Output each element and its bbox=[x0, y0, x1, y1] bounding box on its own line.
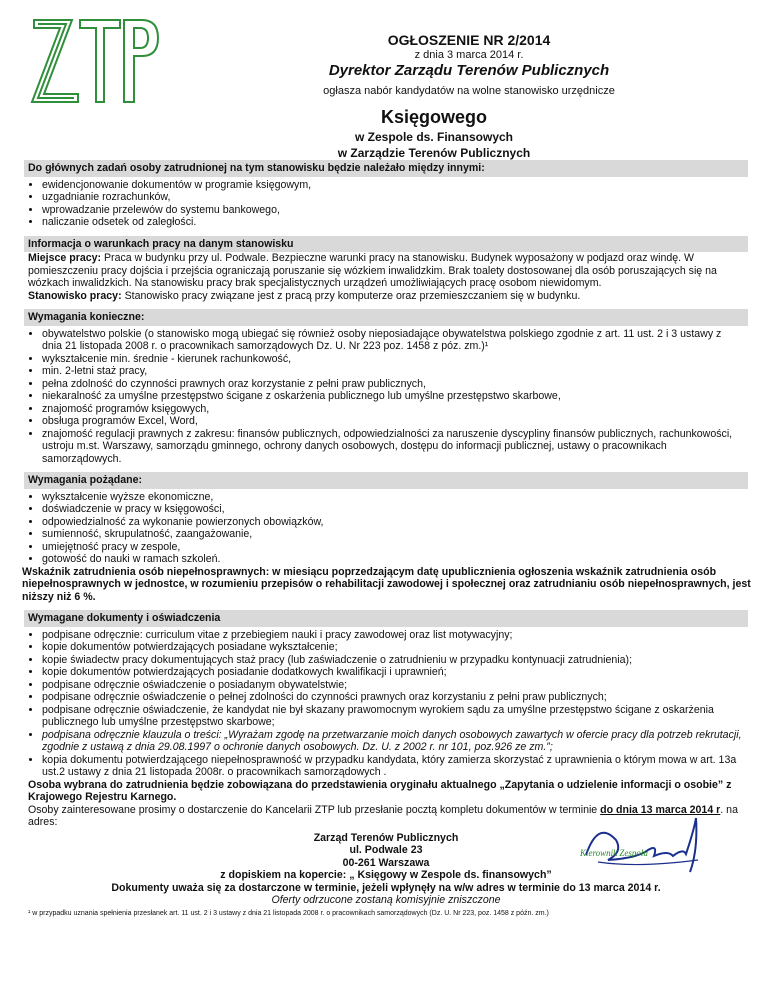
list-item: • wykształcenie min. średnie - kierunek rachunkowość, bbox=[42, 353, 744, 366]
disability-note: Wskaźnik zatrudnienia osób niepełnosprawnych: w miesiącu poprzedzającym datę upublicznienia ogłoszenia wskaźnik zatrudnienia osób niepełnosprawnych w jednostce, w rozumieniu przepisów o rehabilitacji zawodowej i społecznej oraz zatrudnianiu osób niepełnosprawnych, jest niższy niż 6 %. bbox=[22, 565, 751, 603]
conditions-section bbox=[28, 236, 744, 303]
list-item: • znajomość programów księgowych, bbox=[42, 403, 744, 416]
list-item: • naliczanie odsetek od zaległości. bbox=[42, 216, 744, 229]
organization-name: Dyrektor Zarządu Terenów Publicznych bbox=[328, 62, 610, 79]
list-item: • znajomość regulacji prawnych z zakresu: finansów publicznych, odpowiedzialności za naruszenie dyscypliny finansów publicznych, rachunkowości, ustroju m.st. Warszawy, samorządu gminnego, ochrony danych osobowych, dostępu do informacji publicznej, ustawy o pracownikach samorządowych. bbox=[42, 428, 744, 466]
submission-text: Osoby zainteresowane prosimy o dostarczenie do Kancelarii ZTP lub przesłanie pocztą kompletu dokumentów w terminie bbox=[28, 803, 598, 816]
workplace-paragraph bbox=[28, 252, 744, 290]
list-item: • podpisane odręcznie oświadczenie, że kandydat nie był skazany prawomocnym wyrokiem sądu za umyślne przestępstwo ścigane z oskarżenia publicznego lub umyślne przestępstwo skarbowe; bbox=[42, 704, 744, 729]
signature-image bbox=[578, 810, 708, 880]
required-section bbox=[28, 309, 744, 465]
workplace-text: Praca w budynku przy ul. Podwale. Bezpieczne warunki pracy na stanowisku. Budynek wyposażony w podjazd oraz windę. W pomieszczeniu pracy dojścia i przejścia ograniczają poruszanie się wózkiem inwalidzkim. Brak toalety dostosowanej dla osób poruszających się na wózkach inwalidzkich. Na stanowisku pracy brak specjalistycznych urządzeń umożliwiających pracę osobom niewidomym. bbox=[28, 252, 717, 289]
list-item: • wprowadzanie przelewów do systemu bankowego, bbox=[42, 204, 744, 217]
footnote: ¹ w przypadku uznania spełnienia przesłanek art. 11 ust. 2 i 3 ustawy z dnia 21 listopada 2008 r. o pracownikach samorządowych (Dz. U. Nr 223, poz. 1458 z późn. zm.) bbox=[28, 909, 549, 917]
list-item: • wykształcenie wyższe ekonomiczne, bbox=[42, 491, 744, 504]
list-item: • niekaralność za umyślne przestępstwo ścigane z oskarżenia publicznego lub umyślne przestępstwo skarbowe, bbox=[42, 390, 744, 403]
list-item: • gotowość do nauki w ramach szkoleń. bbox=[42, 553, 744, 566]
announcement-title: OGŁOSZENIE NR 2/2014 bbox=[387, 32, 551, 48]
workplace-label: Miejsce pracy: bbox=[28, 252, 102, 264]
list-item: • kopie świadectw pracy dokumentujących staż pracy (lub zaświadczenie o zatrudnieniu w przypadku kontynuacji zatrudnienia); bbox=[42, 654, 744, 667]
obligation-note: Osoba wybrana do zatrudnienia będzie zobowiązana do przedstawienia oryginału aktualnego „Zapytania o udzielenie informacji o osobie” z Krajowego Rejestru Karnego. bbox=[28, 778, 732, 803]
address-name: Zarząd Terenów Publicznych bbox=[313, 831, 459, 844]
desired-list bbox=[28, 491, 744, 566]
conditions-heading: Informacja o warunkach pracy na danym stanowisku bbox=[24, 236, 748, 253]
list-item: • kopie dokumentów potwierdzających posiadane wykształcenie; bbox=[42, 641, 744, 654]
address-street: ul. Podwale 23 bbox=[349, 844, 423, 856]
desired-heading: Wymagania pożądane: bbox=[24, 472, 748, 489]
announcement-date: z dnia 3 marca 2014 r. bbox=[414, 49, 524, 61]
list-item: • min. 2-letni staż pracy, bbox=[42, 365, 744, 378]
logo-text: ZTP bbox=[95, 76, 97, 77]
list-item: • obsługa programów Excel, Word, bbox=[42, 415, 744, 428]
list-item: • kopia dokumentu potwierdzającego niepełnosprawność w przypadku kandydata, który zamierza skorzystać z uprawnienia o którym mowa w art. 13a ust.2 ustawy z dnia 21 listopada 2008r. o pracownikach samorządowych . bbox=[42, 754, 744, 779]
submission-deadline: do dnia 13 marca 2014 r bbox=[600, 803, 721, 816]
list-item: • odpowiedzialność za wykonanie powierzonych obowiązków, bbox=[42, 516, 744, 529]
post-label: Stanowisko pracy: bbox=[28, 289, 122, 302]
required-heading: Wymagania konieczne: bbox=[24, 309, 748, 326]
post-paragraph bbox=[28, 290, 744, 303]
list-item: • obywatelstwo polskie (o stanowisko mogą ubiegać się również osoby nieposiadające obywatelstwa polskiego zgodnie z art. 11 ust. 2 i 3 ustawy z dnia 21 listopada 2008 r. o pracownikach samorządowych Dz. U. Nr 223 poz. 1458 z póz. zm.)¹ bbox=[42, 328, 744, 353]
announcement-body bbox=[22, 160, 751, 918]
list-item: • podpisane odręcznie oświadczenie o pełnej zdolności do czynności prawnych oraz korzystaniu z pełni praw publicznych; bbox=[42, 691, 744, 704]
announcement-header bbox=[0, 32, 768, 160]
stamp-text: Kierownik Zespołu bbox=[580, 848, 648, 858]
organization-short: w Zarządzie Terenów Publicznych bbox=[337, 146, 531, 160]
announcement-subtitle: ogłasza nabór kandydatów na wolne stanowisko urzędnicze bbox=[323, 85, 615, 97]
list-item: • podpisane odręcznie oświadczenie o posiadanym obywatelstwie; bbox=[42, 679, 744, 692]
list-item: • uzgadnianie rozrachunków, bbox=[42, 191, 744, 204]
list-item: • umiejętność pracy w zespole, bbox=[42, 541, 744, 554]
team-name: w Zespole ds. Finansowych bbox=[354, 130, 514, 144]
deadline-note: Dokumenty uważa się za dostarczone w terminie, jeżeli wpłynęły na w/w adres w terminie do 13 marca 2014 r. bbox=[111, 881, 661, 894]
position-title: Księgowego bbox=[380, 107, 487, 127]
list-item: • podpisane odręcznie: curriculum vitae z przebiegiem nauki i pracy zawodowej oraz list motywacyjny; bbox=[42, 629, 744, 642]
duties-section bbox=[28, 160, 744, 229]
documents-heading: Wymagane dokumenty i oświadczenia bbox=[24, 610, 748, 627]
list-item: • podpisana odręcznie klauzula o treści: „Wyrażam zgodę na przetwarzanie moich danych osobowych zawartych w ofercie pracy dla potrzeb rekrutacji, zgodnie z ustawą z dnia 29.08.1997 o ochronie danych osobowych. Dz. U. z 2002 r. nr 101, poz.926 ze zm.”; bbox=[42, 729, 744, 754]
required-list bbox=[28, 328, 744, 466]
envelope-note: z dopiskiem na kopercie: „ Księgowy w Zespole ds. finansowych” bbox=[220, 869, 552, 881]
list-item: • sumienność, skrupulatność, zaangażowanie, bbox=[42, 528, 744, 541]
submission-suffix: . na adres: bbox=[28, 803, 738, 828]
list-item: • pełna zdolność do czynności prawnych oraz korzystanie z pełni praw publicznych, bbox=[42, 378, 744, 391]
post-text: Stanowisko pracy związane jest z pracą przy komputerze oraz przemieszczaniem się w budynku. bbox=[124, 289, 581, 302]
rejected-offers-note: Oferty odrzucone zostaną komisyjnie zniszczone bbox=[271, 894, 501, 906]
documents-section bbox=[28, 610, 744, 779]
address-city: 00-261 Warszawa bbox=[342, 856, 430, 869]
duties-heading: Do głównych zadań osoby zatrudnionej na tym stanowisku będzie należało między innymi: bbox=[24, 160, 748, 177]
documents-list bbox=[28, 629, 744, 779]
list-item: • doświadczenie w pracy w księgowości, bbox=[42, 503, 744, 516]
desired-section bbox=[28, 472, 744, 566]
list-item: • kopie dokumentów potwierdzających posiadanie dodatkowych kwalifikacji i uprawnień; bbox=[42, 666, 744, 679]
duties-list bbox=[28, 179, 744, 229]
list-item: • ewidencjonowanie dokumentów w programie księgowym, bbox=[42, 179, 744, 192]
